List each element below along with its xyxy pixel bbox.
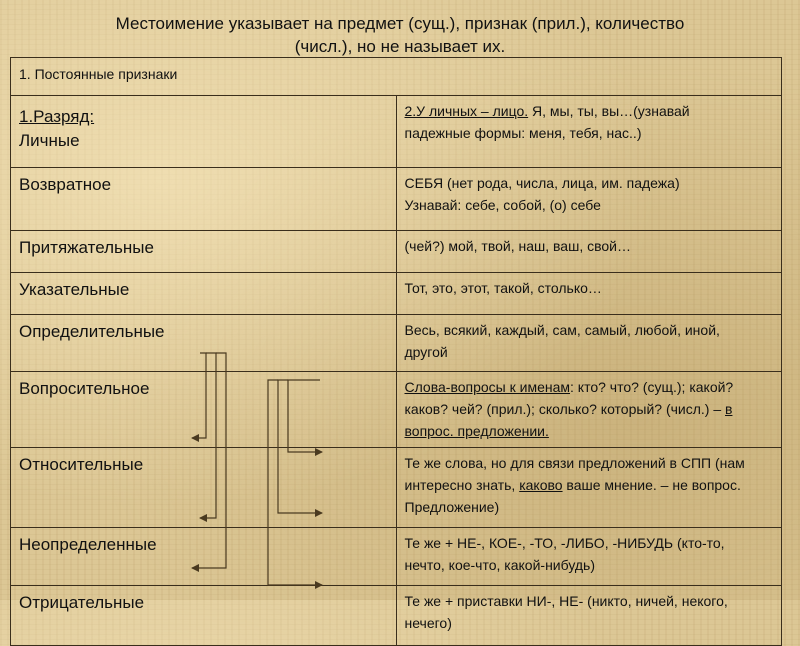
description-text: каково — [519, 477, 563, 493]
pronoun-table — [10, 57, 782, 646]
table-row — [11, 528, 782, 586]
pronoun-type-negative: Отрицательные — [11, 586, 397, 646]
table-header-row — [11, 58, 782, 96]
table-row — [11, 372, 782, 448]
title-line-1: Местоимение указывает на предмет (сущ.), признак (прил.), количество — [115, 14, 685, 33]
description-text: каков? чей? (прил.); сколько? который? (числ.) – — [404, 401, 726, 417]
pronoun-type-determinative: Определительные — [11, 315, 397, 372]
category-label: 1.Разряд: — [19, 107, 95, 126]
table-row — [11, 273, 782, 315]
pronoun-type-possessive: Притяжательные — [11, 231, 397, 273]
table-row — [11, 315, 782, 372]
pronoun-type-reflexive: Возвратное — [11, 168, 397, 231]
pronoun-type-personal: Личные — [19, 131, 80, 150]
row-label — [11, 96, 397, 168]
description-line: СЕБЯ (нет рода, числа, лица, им. падежа) — [404, 175, 680, 191]
table-row — [11, 448, 782, 528]
description-text: в — [725, 401, 733, 417]
row-description: (чей?) мой, твой, наш, ваш, свой… — [396, 231, 782, 273]
table-row — [11, 96, 782, 168]
pronoun-type-relative: Относительные — [11, 448, 397, 528]
description-line: Те же + НЕ-, КОЕ-, -ТО, -ЛИБО, -НИБУДЬ (кто-то, — [404, 535, 725, 551]
table-row — [11, 586, 782, 646]
description-line: Весь, всякий, каждый, сам, самый, любой, иной, — [404, 322, 720, 338]
personal-case-forms: падежные формы: меня, тебя, нас..) — [404, 125, 642, 141]
pronoun-type-interrogative: Вопросительное — [11, 372, 397, 448]
row-description — [396, 528, 782, 586]
pronoun-type-demonstrative: Указательные — [11, 273, 397, 315]
page-title — [0, 12, 800, 58]
table-row — [11, 168, 782, 231]
description-text: ваше мнение. – не вопрос. — [562, 477, 741, 493]
description-line: нечто, кое-что, какой-нибудь) — [404, 557, 595, 573]
table-header: 1. Постоянные признаки — [11, 58, 782, 96]
question-words-note: Слова-вопросы к именам — [404, 379, 571, 395]
personal-examples: Я, мы, ты, вы…(узнавай — [528, 103, 690, 119]
row-description — [396, 168, 782, 231]
description-line: Те же слова, но для связи предложений в СПП (нам — [404, 455, 745, 471]
row-description — [396, 96, 782, 168]
description-text: : кто? что? (сущ.); какой? — [570, 379, 734, 395]
person-note: 2.У личных – лицо. — [404, 103, 529, 119]
row-description — [396, 448, 782, 528]
description-line: Узнавай: себе, собой, (о) себе — [404, 197, 601, 213]
row-description: Тот, это, этот, такой, столько… — [396, 273, 782, 315]
pronoun-type-indefinite: Неопределенные — [11, 528, 397, 586]
description-line: Те же + приставки НИ-, НЕ- (никто, ничей, некого, — [404, 593, 728, 609]
row-description — [396, 372, 782, 448]
row-description — [396, 315, 782, 372]
description-line: нечего) — [404, 615, 452, 631]
description-text: интересно знать, — [404, 477, 520, 493]
description-line: другой — [404, 344, 448, 360]
description-line: Предложение) — [404, 499, 500, 515]
row-description — [396, 586, 782, 646]
title-line-2: (числ.), но не называет их. — [294, 37, 506, 56]
description-line: вопрос. предложении. — [404, 423, 549, 439]
table-row — [11, 231, 782, 273]
